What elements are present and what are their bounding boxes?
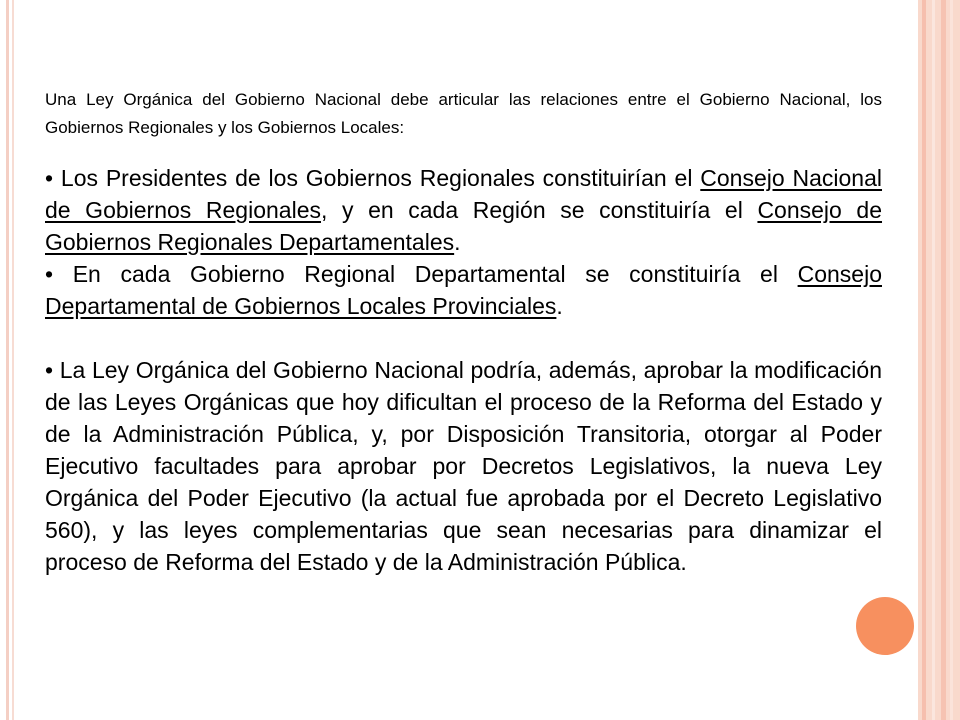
bullet-text: , y en cada Región se constituiría el	[320, 197, 758, 223]
underlined-term: Consejo Departamental de Gobiernos Locales Provinciales	[45, 261, 882, 319]
underlined-term: Consejo Nacional de Gobiernos Regionales	[45, 165, 883, 223]
accent-circle	[856, 597, 914, 655]
bullet-item	[45, 354, 882, 578]
underlined-term: Consejo de Gobiernos Regionales Departamentales	[45, 197, 883, 255]
bullet-text: La Ley Orgánica del Gobierno Nacional podría, además, aprobar la modificación de las Leyes Orgánicas que hoy dificultan el proceso de la Reforma del Estado y de la Administración Pública, y, por Disposición Transitoria, otorgar al Poder Ejecutivo facultades para aprobar por Decretos Legislativos, la nueva Ley Orgánica del Poder Ejecutivo (la actual fue aprobada por el Decreto Legislativo 560), y las leyes complementarias que sean necesarias para dinamizar el proceso de Reforma del Estado y de la Administración Pública.	[45, 357, 882, 575]
right-border-stripe	[950, 0, 953, 720]
right-border-stripe	[922, 0, 926, 720]
bullet-marker: •	[45, 165, 54, 191]
bullet-text: .	[454, 229, 461, 255]
bullet-item	[45, 258, 882, 322]
right-border-stripe	[941, 0, 946, 720]
bullet-text: En cada Gobierno Regional Departamental se constituiría el	[53, 261, 798, 287]
bullet-text: Los Presidentes de los Gobiernos Regionales constituirían el	[53, 165, 701, 191]
bullet-marker: •	[45, 261, 54, 287]
right-border-stripe	[932, 0, 935, 720]
slide-body	[45, 86, 882, 578]
left-border-line	[6, 0, 9, 720]
bullet-item	[45, 162, 882, 258]
bullet-text: .	[556, 293, 563, 319]
left-border-line-inner	[12, 0, 14, 720]
intro-paragraph: Una Ley Orgánica del Gobierno Nacional debe articular las relaciones entre el Gobierno Nacional, los Gobiernos Regionales y los Gobiernos Locales:	[45, 90, 882, 137]
bullet-marker: •	[45, 357, 54, 383]
paragraph-gap	[45, 322, 882, 354]
